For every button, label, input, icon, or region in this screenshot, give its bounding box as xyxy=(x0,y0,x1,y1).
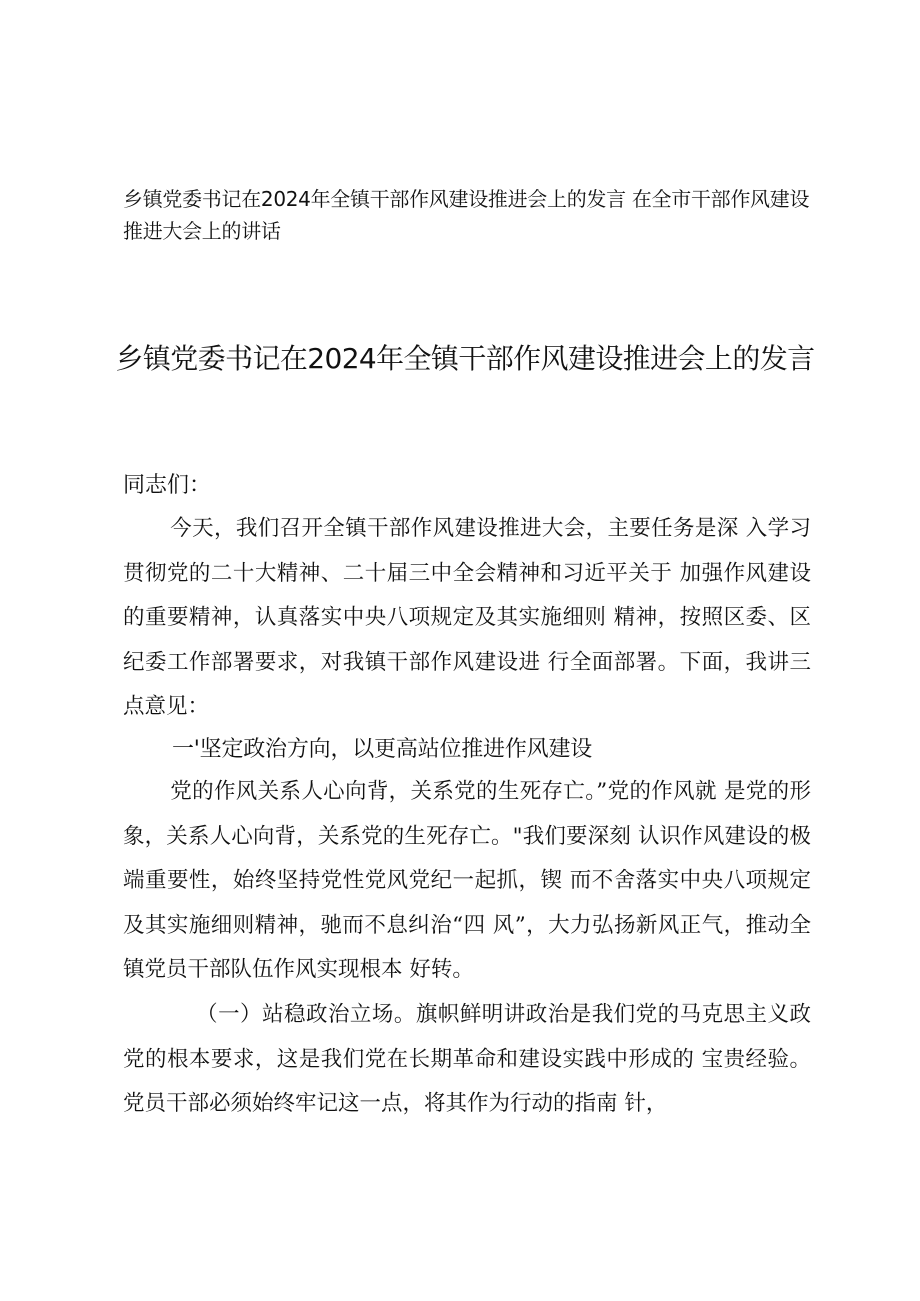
salutation: 同志们： xyxy=(123,473,212,498)
section-heading-1: 一'坚定政治方向，以更高站位推进作风建设 xyxy=(172,737,593,762)
body-paragraph-section-1: 党的作风关系人心向背，关系党的生死存亡。”党的作风就 是党的形象，关系人心向背，关系党的生死存亡。"我们要深刻 认识作风建设的极端重要性，始终坚持党性党风党纪一起抓，锲 而不舍落实中央八项规定及其实施细则精神，驰而不息纠治“四 风”，大力弘扬新风正气，推动全镇党员干部队伍作风实现根本 好转。 xyxy=(123,779,811,982)
body-paragraph-intro: 今天，我们召开全镇干部作风建设推进大会，主要任务是深 入学习贯彻党的二十大精神、二十届三中全会精神和习近平关于 加强作风建设的重要精神，认真落实中央八项规定及其实施细则 精神，按照区委、区纪委工作部署要求，对我镇干部作风建设进 行全面部署。下面，我讲三点意见： xyxy=(123,516,811,719)
body-paragraph-subsection-1: （一）站稳政治立场。旗帜鲜明讲政治是我们党的马克思主义政党的根本要求，这是我们党在长期革命和建设实践中形成的 宝贵经验。党员干部必须始终牢记这一点，将其作为行动的指南 针， xyxy=(123,1002,811,1116)
document-title: 乡镇党委书记在2024年全镇干部作风建设推进会上的发言 xyxy=(115,342,815,375)
document-header: 乡镇党委书记在2024年全镇干部作风建设推进会上的发言 在全市干部作风建设推进大会上的讲话 xyxy=(123,187,810,243)
